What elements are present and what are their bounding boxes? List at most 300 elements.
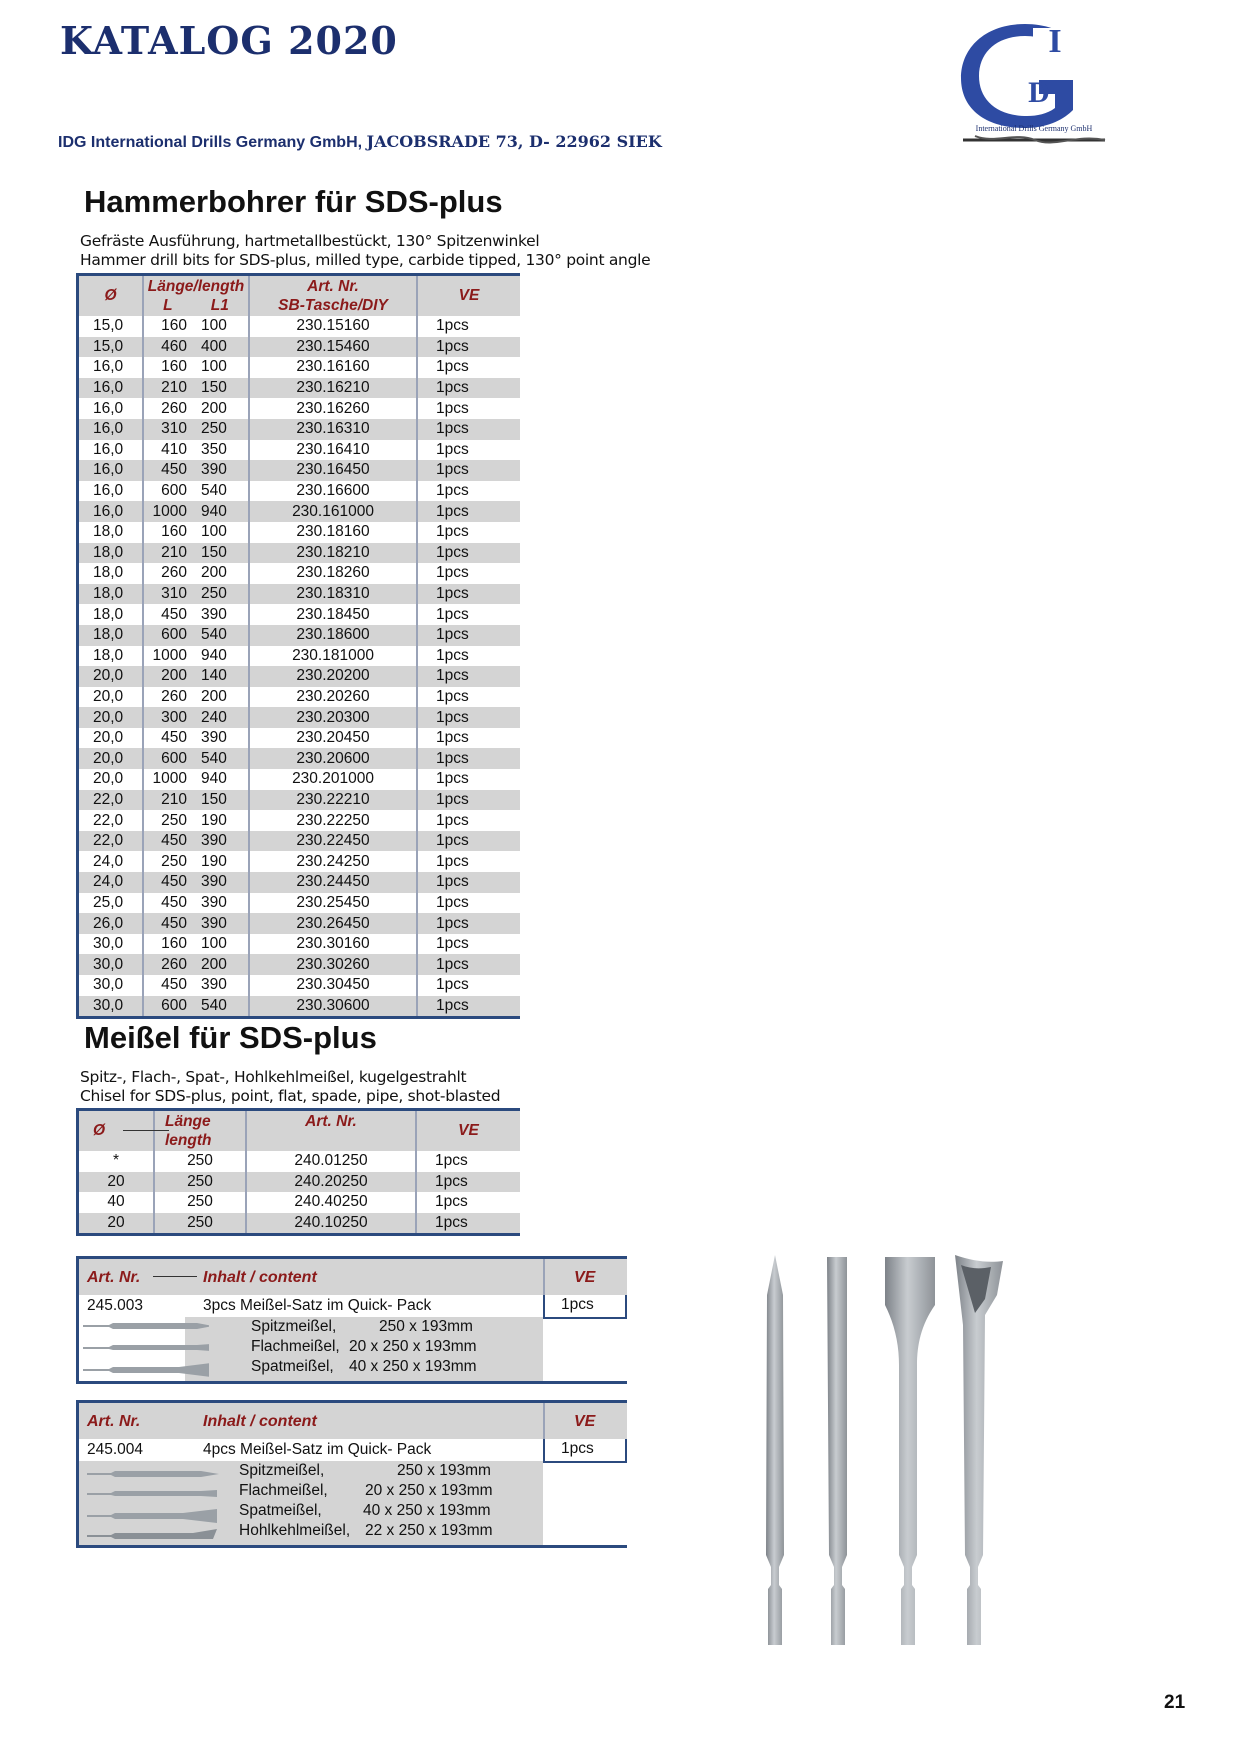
header-L: L (163, 297, 173, 314)
spade-chisel (885, 1257, 935, 1645)
cell-diameter: 16,0 (79, 501, 143, 522)
cell-diameter: 16,0 (79, 481, 143, 502)
header-art-label: Art. Nr. (307, 278, 359, 295)
chisel-set-4pcs (76, 1400, 627, 1548)
cell-art-nr: 230.22250 (249, 810, 417, 831)
cell-art-nr: 230.16260 (249, 398, 417, 419)
cell-length: 250 (154, 1172, 246, 1193)
cell-diameter: 20,0 (79, 687, 143, 708)
cell-ve: 1pcs (417, 893, 520, 914)
cell-length-L: 300 (143, 707, 191, 728)
cell-ve: 1pcs (417, 790, 520, 811)
table-row (79, 790, 520, 811)
cell-length-L: 210 (143, 378, 191, 399)
table-row (79, 831, 520, 852)
cell-length-L1: 100 (191, 934, 249, 955)
hammer-drill-table-frame (76, 273, 520, 1019)
cell-diameter: 20,0 (79, 728, 143, 749)
cell-length-L: 310 (143, 584, 191, 605)
cell-length-L1: 100 (191, 357, 249, 378)
company-name: IDG International Drills Germany GmbH, (58, 134, 363, 151)
cell-art-nr: 230.20260 (249, 687, 417, 708)
table-row (79, 1172, 520, 1193)
set2-ve: 1pcs (561, 1440, 594, 1457)
cell-diameter: 24,0 (79, 872, 143, 893)
cell-ve: 1pcs (417, 934, 520, 955)
cell-ve: 1pcs (417, 996, 520, 1017)
cell-length-L1: 390 (191, 604, 249, 625)
set1-ve: 1pcs (561, 1296, 594, 1313)
table-row (79, 481, 520, 502)
cell-ve: 1pcs (417, 646, 520, 667)
cell-diameter: 30,0 (79, 934, 143, 955)
cell-diameter: 20,0 (79, 769, 143, 790)
cell-diameter: 20 (79, 1172, 154, 1193)
table-row (79, 501, 520, 522)
logo-caption: International Drills Germany GmbH (975, 124, 1093, 133)
table-row (79, 687, 520, 708)
cell-length: 250 (154, 1192, 246, 1213)
cell-diameter: 18,0 (79, 563, 143, 584)
cell-length-L1: 250 (191, 584, 249, 605)
cell-art-nr: 230.18450 (249, 604, 417, 625)
table-row (79, 851, 520, 872)
cell-length-L1: 140 (191, 666, 249, 687)
set1-ve-cell (543, 1295, 627, 1319)
set1-items (79, 1317, 543, 1381)
cell-diameter: 20 (79, 1213, 154, 1234)
cell-art-nr: 230.24250 (249, 851, 417, 872)
cell-length-L1: 190 (191, 851, 249, 872)
cell-length-L: 600 (143, 996, 191, 1017)
cell-art-nr: 230.25450 (249, 893, 417, 914)
chisel-header-length-en: length (165, 1132, 212, 1149)
set2-head-ve: VE (574, 1413, 596, 1430)
set2-item-name: Flachmeißel, (239, 1482, 328, 1499)
cell-length-L1: 190 (191, 810, 249, 831)
cell-ve: 1pcs (416, 1192, 520, 1213)
table-row (79, 543, 520, 564)
cell-diameter: 18,0 (79, 604, 143, 625)
set2-ve-cell (543, 1439, 627, 1463)
cell-length-L1: 150 (191, 790, 249, 811)
set1-item-size: 40 x 250 x 193mm (349, 1358, 477, 1375)
cell-diameter: 16,0 (79, 378, 143, 399)
cell-ve: 1pcs (416, 1151, 520, 1172)
table-row (79, 872, 520, 893)
set1-item-size: 20 x 250 x 193mm (349, 1338, 477, 1355)
cell-diameter: 16,0 (79, 419, 143, 440)
cell-length-L1: 240 (191, 707, 249, 728)
cell-length-L: 450 (143, 460, 191, 481)
cell-ve: 1pcs (417, 810, 520, 831)
cell-length-L: 410 (143, 440, 191, 461)
cell-ve: 1pcs (417, 419, 520, 440)
cell-ve: 1pcs (417, 687, 520, 708)
cell-length-L: 260 (143, 563, 191, 584)
cell-art-nr: 230.20300 (249, 707, 417, 728)
set1-art: 245.003 (87, 1297, 144, 1314)
cell-length-L: 1000 (143, 769, 191, 790)
set1-item-size: 250 x 193mm (379, 1318, 473, 1335)
cell-length-L1: 390 (191, 728, 249, 749)
table-row (79, 954, 520, 975)
set1-item-name: Flachmeißel, (251, 1338, 340, 1355)
cell-length-L1: 390 (191, 975, 249, 996)
cell-art-nr: 230.22450 (249, 831, 417, 852)
table-row (79, 316, 520, 337)
cell-length-L: 210 (143, 543, 191, 564)
cell-length-L: 250 (143, 851, 191, 872)
cell-length-L1: 390 (191, 831, 249, 852)
cell-length-L: 450 (143, 831, 191, 852)
company-line (58, 132, 662, 152)
cell-ve: 1pcs (417, 563, 520, 584)
cell-diameter: 18,0 (79, 543, 143, 564)
cell-length: 250 (154, 1151, 246, 1172)
chisel-table-frame (76, 1108, 520, 1236)
catalog-title: KATALOG 2020 (60, 18, 398, 63)
cell-length-L: 160 (143, 934, 191, 955)
cell-length-L1: 200 (191, 563, 249, 584)
cell-diameter: 16,0 (79, 357, 143, 378)
cell-diameter: 20,0 (79, 707, 143, 728)
cell-length-L1: 400 (191, 337, 249, 358)
cell-ve: 1pcs (417, 440, 520, 461)
cell-length-L1: 100 (191, 522, 249, 543)
cell-art-nr: 230.18310 (249, 584, 417, 605)
cell-length-L1: 200 (191, 954, 249, 975)
cell-ve: 1pcs (417, 851, 520, 872)
cell-ve: 1pcs (417, 316, 520, 337)
cell-ve: 1pcs (417, 357, 520, 378)
table-row (79, 728, 520, 749)
cell-art-nr: 230.20200 (249, 666, 417, 687)
cell-art-nr: 230.18260 (249, 563, 417, 584)
cell-ve: 1pcs (417, 378, 520, 399)
header-art-sub: SB-Tasche/DIY (278, 297, 388, 314)
set1-head-art: Art. Nr. (87, 1269, 141, 1286)
cell-length-L: 450 (143, 913, 191, 934)
table-row (79, 398, 520, 419)
cell-length-L: 1000 (143, 646, 191, 667)
cell-length-L1: 540 (191, 748, 249, 769)
cell-ve: 1pcs (417, 975, 520, 996)
cell-diameter: 22,0 (79, 810, 143, 831)
flat-chisel (827, 1257, 847, 1645)
cell-diameter: 22,0 (79, 790, 143, 811)
set2-item-size: 40 x 250 x 193mm (363, 1502, 491, 1519)
cell-art-nr: 230.16210 (249, 378, 417, 399)
company-address: JACOBSRADE 73, D- 22962 SIEK (366, 132, 662, 151)
table-row (79, 769, 520, 790)
table-row (79, 934, 520, 955)
cell-length-L1: 390 (191, 893, 249, 914)
cell-ve: 1pcs (417, 522, 520, 543)
set2-item-size: 22 x 250 x 193mm (365, 1522, 493, 1539)
cell-ve: 1pcs (416, 1213, 520, 1234)
header-length (143, 276, 249, 316)
set2-items (79, 1461, 543, 1545)
cell-length-L: 600 (143, 481, 191, 502)
cell-diameter: 30,0 (79, 975, 143, 996)
chisel-header-ve: VE (416, 1111, 520, 1151)
chisel-header-dia-symbol: Ø (93, 1122, 106, 1139)
table-row (79, 604, 520, 625)
chisel-table (79, 1111, 520, 1233)
section-desc-de: Gefräste Ausführung, hartmetallbestückt, 130° Spitzenwinkel (80, 232, 540, 250)
cell-art-nr: 230.161000 (249, 501, 417, 522)
header-ve: VE (417, 276, 520, 316)
cell-art-nr: 230.18600 (249, 625, 417, 646)
cell-art-nr: 230.22210 (249, 790, 417, 811)
section-desc-en: Hammer drill bits for SDS-plus, milled type, carbide tipped, 130° point angle (80, 251, 651, 269)
cell-diameter: 25,0 (79, 893, 143, 914)
set2-head-content: Inhalt / content (203, 1413, 317, 1430)
table-row (79, 707, 520, 728)
table-row (79, 378, 520, 399)
gouge-chisel (955, 1255, 1003, 1645)
cell-length-L1: 200 (191, 398, 249, 419)
cell-length-L1: 940 (191, 501, 249, 522)
cell-ve: 1pcs (417, 543, 520, 564)
cell-length-L1: 250 (191, 419, 249, 440)
set1-chisels-image (79, 1317, 209, 1381)
table-row (79, 440, 520, 461)
cell-art-nr: 230.16600 (249, 481, 417, 502)
cell-art-nr: 230.30260 (249, 954, 417, 975)
cell-art-nr: 230.30600 (249, 996, 417, 1017)
cell-art-nr: 230.20450 (249, 728, 417, 749)
cell-length: 250 (154, 1213, 246, 1234)
cell-length-L1: 100 (191, 316, 249, 337)
table-row (79, 996, 520, 1017)
cell-length-L: 450 (143, 604, 191, 625)
cell-ve: 1pcs (417, 666, 520, 687)
table-row (79, 460, 520, 481)
cell-length-L1: 390 (191, 872, 249, 893)
cell-length-L1: 390 (191, 460, 249, 481)
table-row (79, 646, 520, 667)
cell-art-nr: 240.40250 (246, 1192, 416, 1213)
chisels-photo (735, 1255, 1025, 1645)
header-diameter: Ø (79, 276, 143, 316)
set2-item-size: 250 x 193mm (397, 1462, 491, 1479)
table-row (79, 522, 520, 543)
hammer-drill-table (79, 276, 520, 1016)
cell-diameter: 18,0 (79, 646, 143, 667)
cell-art-nr: 230.20600 (249, 748, 417, 769)
set1-content: 3pcs Meißel-Satz im Quick- Pack (203, 1297, 432, 1314)
section-title-hammer-drills: Hammerbohrer für SDS-plus (84, 184, 503, 219)
chisel-header-length (154, 1111, 246, 1151)
table-row (79, 666, 520, 687)
cell-art-nr: 230.24450 (249, 872, 417, 893)
cell-ve: 1pcs (417, 460, 520, 481)
svg-text:D: D (1028, 76, 1050, 109)
cell-diameter: 24,0 (79, 851, 143, 872)
cell-length-L: 260 (143, 687, 191, 708)
set1-item-name: Spitzmeißel, (251, 1318, 337, 1335)
header-L1: L1 (210, 297, 229, 314)
chisel-set-3pcs (76, 1256, 627, 1384)
page-number: 21 (1164, 1692, 1186, 1713)
cell-diameter: * (79, 1151, 154, 1172)
cell-diameter: 16,0 (79, 440, 143, 461)
set2-item-name: Spatmeißel, (239, 1502, 322, 1519)
cell-diameter: 30,0 (79, 954, 143, 975)
cell-length-L1: 940 (191, 769, 249, 790)
set2-item-name: Spitzmeißel, (239, 1462, 325, 1479)
cell-diameter: 18,0 (79, 625, 143, 646)
set2-item-size: 20 x 250 x 193mm (365, 1482, 493, 1499)
table-row (79, 563, 520, 584)
cell-art-nr: 240.10250 (246, 1213, 416, 1234)
cell-ve: 1pcs (416, 1172, 520, 1193)
table-row (79, 810, 520, 831)
cell-ve: 1pcs (417, 481, 520, 502)
set1-header (79, 1259, 627, 1295)
cell-length-L: 260 (143, 398, 191, 419)
cell-length-L1: 390 (191, 913, 249, 934)
cell-ve: 1pcs (417, 913, 520, 934)
cell-art-nr: 230.18210 (249, 543, 417, 564)
set2-chisels-image (83, 1463, 223, 1543)
set2-content: 4pcs Meißel-Satz im Quick- Pack (203, 1441, 432, 1458)
cell-diameter: 40 (79, 1192, 154, 1213)
table-row (79, 1192, 520, 1213)
cell-ve: 1pcs (417, 398, 520, 419)
cell-art-nr: 230.15160 (249, 316, 417, 337)
cell-art-nr: 230.30450 (249, 975, 417, 996)
set2-art: 245.004 (87, 1441, 144, 1458)
table-row (79, 357, 520, 378)
cell-diameter: 15,0 (79, 316, 143, 337)
header-art (249, 276, 417, 316)
cell-length-L: 260 (143, 954, 191, 975)
cell-diameter: 16,0 (79, 398, 143, 419)
point-chisel (766, 1255, 784, 1645)
table-row (79, 1213, 520, 1234)
cell-length-L: 160 (143, 522, 191, 543)
cell-diameter: 20,0 (79, 666, 143, 687)
cell-length-L: 160 (143, 357, 191, 378)
table-row (79, 419, 520, 440)
cell-length-L1: 940 (191, 646, 249, 667)
cell-length-L: 310 (143, 419, 191, 440)
table-row (79, 748, 520, 769)
svg-text:I: I (1048, 23, 1062, 60)
cell-length-L: 450 (143, 893, 191, 914)
cell-length-L: 600 (143, 748, 191, 769)
cell-art-nr: 230.30160 (249, 934, 417, 955)
cell-art-nr: 230.16450 (249, 460, 417, 481)
cell-ve: 1pcs (417, 954, 520, 975)
set1-head-content: Inhalt / content (203, 1269, 317, 1286)
cell-art-nr: 230.201000 (249, 769, 417, 790)
cell-art-nr: 230.181000 (249, 646, 417, 667)
cell-length-L: 460 (143, 337, 191, 358)
cell-length-L: 450 (143, 728, 191, 749)
cell-length-L1: 150 (191, 543, 249, 564)
table-row (79, 625, 520, 646)
table-row (79, 913, 520, 934)
table-row (79, 337, 520, 358)
cell-diameter: 30,0 (79, 996, 143, 1017)
section2-desc-en: Chisel for SDS-plus, point, flat, spade, pipe, shot-blasted (80, 1087, 501, 1105)
cell-length-L: 600 (143, 625, 191, 646)
cell-ve: 1pcs (417, 604, 520, 625)
cell-length-L1: 540 (191, 481, 249, 502)
cell-art-nr: 230.16410 (249, 440, 417, 461)
cell-ve: 1pcs (417, 769, 520, 790)
cell-ve: 1pcs (417, 831, 520, 852)
cell-diameter: 18,0 (79, 584, 143, 605)
cell-length-L: 160 (143, 316, 191, 337)
table-row (79, 893, 520, 914)
table-row (79, 1151, 520, 1172)
cell-ve: 1pcs (417, 584, 520, 605)
cell-ve: 1pcs (417, 337, 520, 358)
cell-length-L1: 540 (191, 996, 249, 1017)
cell-diameter: 20,0 (79, 748, 143, 769)
cell-diameter: 15,0 (79, 337, 143, 358)
cell-length-L1: 350 (191, 440, 249, 461)
cell-length-L: 250 (143, 810, 191, 831)
section2-desc-de: Spitz-, Flach-, Spat-, Hohlkehlmeißel, kugelgestrahlt (80, 1068, 467, 1086)
set1-item-name: Spatmeißel, (251, 1358, 334, 1375)
cell-length-L: 450 (143, 872, 191, 893)
cell-ve: 1pcs (417, 625, 520, 646)
header-length-label: Länge/length (147, 278, 245, 295)
cell-art-nr: 230.26450 (249, 913, 417, 934)
cell-diameter: 26,0 (79, 913, 143, 934)
cell-length-L: 1000 (143, 501, 191, 522)
cell-art-nr: 230.16160 (249, 357, 417, 378)
cell-length-L: 450 (143, 975, 191, 996)
cell-ve: 1pcs (417, 707, 520, 728)
set1-head-ve: VE (574, 1269, 596, 1286)
cell-length-L1: 540 (191, 625, 249, 646)
cell-art-nr: 240.20250 (246, 1172, 416, 1193)
cell-length-L1: 150 (191, 378, 249, 399)
cell-ve: 1pcs (417, 728, 520, 749)
cell-ve: 1pcs (417, 501, 520, 522)
cell-art-nr: 230.15460 (249, 337, 417, 358)
chisel-header-length-de: Länge (165, 1113, 211, 1130)
cell-diameter: 22,0 (79, 831, 143, 852)
table-row (79, 975, 520, 996)
cell-ve: 1pcs (417, 748, 520, 769)
cell-length-L: 210 (143, 790, 191, 811)
chisel-header-art: Art. Nr. (246, 1111, 416, 1151)
set2-header (79, 1403, 627, 1439)
table-row (79, 584, 520, 605)
cell-art-nr: 230.16310 (249, 419, 417, 440)
cell-ve: 1pcs (417, 872, 520, 893)
cell-diameter: 16,0 (79, 460, 143, 481)
cell-diameter: 18,0 (79, 522, 143, 543)
chisel-header-diameter (79, 1111, 154, 1151)
set2-item-name: Hohlkehlmeißel, (239, 1522, 351, 1539)
cell-art-nr: 230.18160 (249, 522, 417, 543)
cell-length-L1: 200 (191, 687, 249, 708)
cell-art-nr: 240.01250 (246, 1151, 416, 1172)
set2-head-art: Art. Nr. (87, 1413, 141, 1430)
section-title-chisels: Meißel für SDS-plus (84, 1020, 377, 1055)
set1-thumbnail (79, 1317, 185, 1381)
cell-length-L: 200 (143, 666, 191, 687)
